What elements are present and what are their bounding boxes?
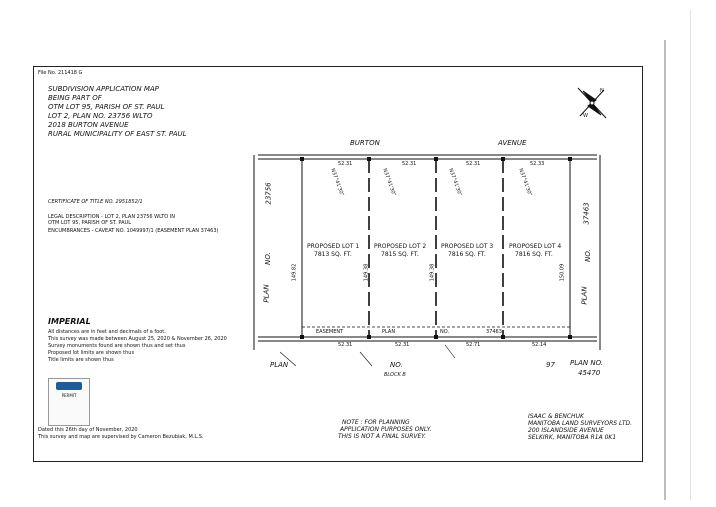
firm-line-3: 200 ISLANDSIDE AVENUE <box>528 427 604 434</box>
lot-2-front-dim: 52.31 <box>402 161 417 167</box>
firm-line-4: SELKIRK, MANITOBA R1A 0K1 <box>528 434 617 441</box>
lot-1-label: PROPOSED LOT 1 <box>307 243 360 250</box>
br-plan-number: 45470 <box>578 369 601 377</box>
svg-text:N: N <box>600 88 604 94</box>
permit-label: PERMIT <box>61 393 77 398</box>
legal-line-3: ENCUMBRANCES - CAVEAT NO. 1049997/1 (EASEMENT PLAN 37463) <box>48 228 219 234</box>
firm-line-2: MANITOBA LAND SURVEYORS LTD. <box>528 420 633 427</box>
easement-label-2: PLAN <box>382 329 396 335</box>
right-plan-label: PLAN <box>580 286 589 305</box>
lot-1-area: 7813 SQ. FT. <box>314 251 352 258</box>
imperial-line-4: Proposed lot limits are shown thus <box>48 350 135 356</box>
file-number: File No. 211418 G <box>38 70 83 76</box>
svg-text:W: W <box>583 113 588 119</box>
lot-2-rear-dim: 52.31 <box>395 342 410 348</box>
left-plan-number: 23756 <box>264 182 273 205</box>
dated-line-2: This survey and map are supervised by Cameron Bezubiak, M.L.S. <box>38 434 204 440</box>
title-line-1: SUBDIVISION APPLICATION MAP <box>48 85 159 93</box>
lot-4-label: PROPOSED LOT 4 <box>509 243 562 250</box>
bottom-plan-number: 97 <box>546 361 555 369</box>
lot-3-rear-dim: 52.71 <box>466 342 481 348</box>
right-plan-no: NO. <box>583 249 592 262</box>
bottom-plan-no: NO. <box>390 361 403 369</box>
lot-3-front-dim: 52.31 <box>466 161 481 167</box>
lot-1-rear-dim: 52.31 <box>338 342 353 348</box>
imperial-title: IMPERIAL <box>48 317 91 326</box>
imperial-line-5: Title limits are shown thus <box>48 357 114 363</box>
lot-1-front-dim: 52.31 <box>338 161 353 167</box>
right-plan-number: 37463 <box>582 202 591 225</box>
depth-4: 150.09 <box>559 263 566 282</box>
title-line-4: LOT 2, PLAN NO. 23756 WLTO <box>48 112 153 120</box>
imperial-line-2: This survey was made between August 25, 2020 & November 26, 2020 <box>48 336 227 342</box>
bearing-3: N37°41'30" <box>447 167 463 197</box>
lot-4-rear-dim: 52.14 <box>532 342 547 348</box>
depth-1: 149.82 <box>291 263 298 282</box>
depth-3: 149.38 <box>429 263 436 282</box>
depth-2: 149.38 <box>363 263 370 282</box>
lot-2-area: 7815 SQ. FT. <box>381 251 419 258</box>
note-line-2: APPLICATION PURPOSES ONLY. <box>340 426 432 433</box>
bottom-block: BLOCK B <box>384 372 406 378</box>
left-plan-no: NO. <box>263 252 272 265</box>
certificate-of-title: CERTIFICATE OF TITLE NO. 2951852/1 <box>48 199 143 205</box>
bearing-1: N37°41'30" <box>329 167 345 197</box>
easement-label-1: EASEMENT <box>316 329 344 335</box>
title-line-2: BEING PART OF <box>48 94 102 102</box>
easement-label-4: 37463 <box>486 329 502 335</box>
note-line-1: NOTE : FOR PLANNING <box>342 419 410 426</box>
lot-3-label: PROPOSED LOT 3 <box>441 243 494 250</box>
left-plan-label: PLAN <box>262 284 271 303</box>
street-name-right: AVENUE <box>498 139 527 147</box>
note-line-3: THIS IS NOT A FINAL SURVEY. <box>338 433 427 440</box>
lot-4-area: 7816 SQ. FT. <box>515 251 553 258</box>
title-line-5: 2018 BURTON AVENUE <box>48 121 129 129</box>
title-line-3: OTM LOT 95, PARISH OF ST. PAUL <box>48 103 165 111</box>
dated-line-1: Dated this 26th day of November, 2020 <box>38 427 138 433</box>
bearing-4: N37°41'30" <box>517 167 533 197</box>
imperial-line-1: All distances are in feet and decimals of a foot. <box>48 329 166 335</box>
imperial-line-3: Survey monuments found are shown thus and set thus <box>48 343 186 349</box>
bottom-plan-label: PLAN <box>270 361 289 369</box>
lot-4-front-dim: 52.33 <box>530 161 545 167</box>
title-line-6: RURAL MUNICIPALITY OF EAST ST. PAUL <box>48 130 187 138</box>
street-name-left: BURTON <box>350 139 380 147</box>
firm-line-1: ISAAC & BENCHUK <box>528 413 584 420</box>
legal-line-2: OTM LOT 95, PARISH OF ST. PAUL <box>48 220 131 226</box>
lot-2-label: PROPOSED LOT 2 <box>374 243 427 250</box>
easement-label-3: NO. <box>440 329 450 335</box>
lot-3-area: 7816 SQ. FT. <box>448 251 486 258</box>
bearing-2: N37°41'30" <box>381 167 397 197</box>
legal-line-1: LEGAL DESCRIPTION - LOT 2, PLAN 23756 WLTO IN <box>48 214 175 220</box>
surveyor-seal-icon <box>48 378 90 426</box>
seal-logo <box>56 382 82 390</box>
br-plan-label: PLAN NO. <box>570 359 604 367</box>
